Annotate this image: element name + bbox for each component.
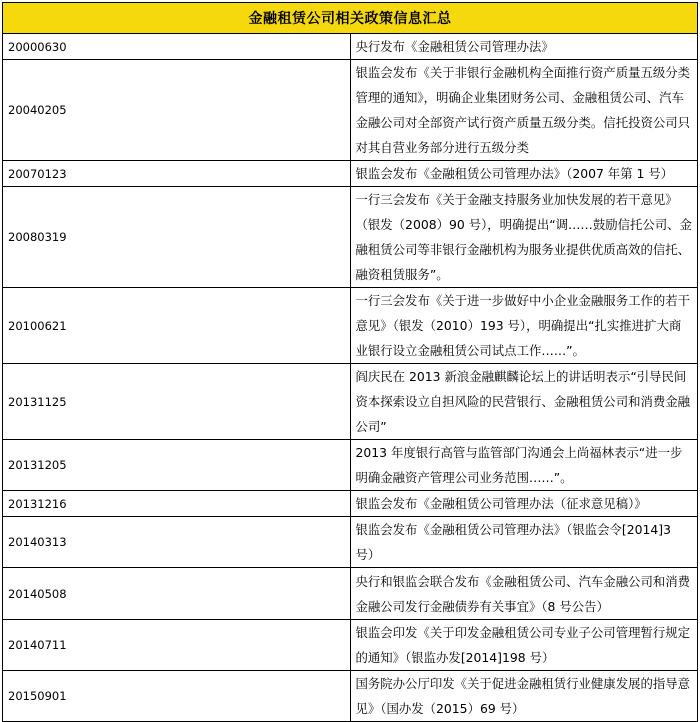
policy-text-cell: 银监会发布《金融租赁公司管理办法》（2007 年第 1 号） (350, 161, 698, 187)
date-cell: 20000630 (3, 34, 351, 60)
date-cell: 20070123 (3, 161, 351, 187)
table-row (3, 620, 698, 671)
table-row (3, 288, 698, 364)
policy-table (2, 2, 698, 722)
date-cell: 20131205 (3, 440, 351, 491)
policy-text-cell: 银监会发布《关于非银行金融机构全面推行资产质量五级分类管理的通知》，明确企业集团财务公司、金融租赁公司、汽车金融公司对全部资产试行资产质量五级分类。信托投资公司只对其自营业务部分进行五级分类 (350, 60, 698, 161)
date-cell: 20080319 (3, 187, 351, 288)
table-row (3, 491, 698, 517)
date-cell: 20131216 (3, 491, 351, 517)
table-header-row (3, 3, 698, 34)
table-row (3, 60, 698, 161)
table-row (3, 517, 698, 568)
date-cell: 20131125 (3, 364, 351, 440)
policy-text-cell: 银监会发布《金融租赁公司管理办法》（银监会令[2014]3 号） (350, 517, 698, 568)
table-row (3, 568, 698, 620)
date-cell: 20040205 (3, 60, 351, 161)
table-row (3, 34, 698, 60)
policy-text-cell: 一行三会发布《关于金融支持服务业加快发展的若干意见》（银发（2008）90 号），明确提出“调……鼓励信托公司、金融租赁公司等非银行金融机构为服务业提供优质高效的信托、融资租赁服务”。 (350, 187, 698, 288)
policy-text-cell: 银监会印发《关于印发金融租赁公司专业子公司管理暂行规定的通知》（银监办发[2014]198 号） (350, 620, 698, 671)
table-row (3, 364, 698, 440)
table-row (3, 161, 698, 187)
date-cell: 20140711 (3, 620, 351, 671)
policy-text-cell: 2013 年度银行高管与监管部门沟通会上尚福林表示“进一步明确金融资产管理公司业务范围……”。 (350, 440, 698, 491)
policy-text-cell: 国务院办公厅印发《关于促进金融租赁行业健康发展的指导意见》（国办发（2015）69 号） (350, 671, 698, 722)
table-row (3, 671, 698, 722)
date-cell: 20140313 (3, 517, 351, 568)
policy-text-cell: 一行三会发布《关于进一步做好中小企业金融服务工作的若干意见》（银发（2010）193 号），明确提出“扎实推进扩大商业银行设立金融租赁公司试点工作……”。 (350, 288, 698, 364)
table-title: 金融租赁公司相关政策信息汇总 (3, 3, 698, 34)
date-cell: 20150901 (3, 671, 351, 722)
policy-text-cell: 央行发布《金融租赁公司管理办法》 (350, 34, 698, 60)
date-cell: 20140508 (3, 568, 351, 620)
table-row (3, 440, 698, 491)
policy-text-cell: 央行和银监会联合发布《金融租赁公司、汽车金融公司和消费金融公司发行金融债券有关事宜》（8 号公告） (350, 568, 698, 620)
table-row (3, 187, 698, 288)
policy-text-cell: 阎庆民在 2013 新浪金融麒麟论坛上的讲话明表示“引导民间资本探索设立自担风险的民营银行、金融租赁公司和消费金融公司” (350, 364, 698, 440)
policy-text-cell: 银监会发布《金融租赁公司管理办法（征求意见稿）》 (350, 491, 698, 517)
date-cell: 20100621 (3, 288, 351, 364)
